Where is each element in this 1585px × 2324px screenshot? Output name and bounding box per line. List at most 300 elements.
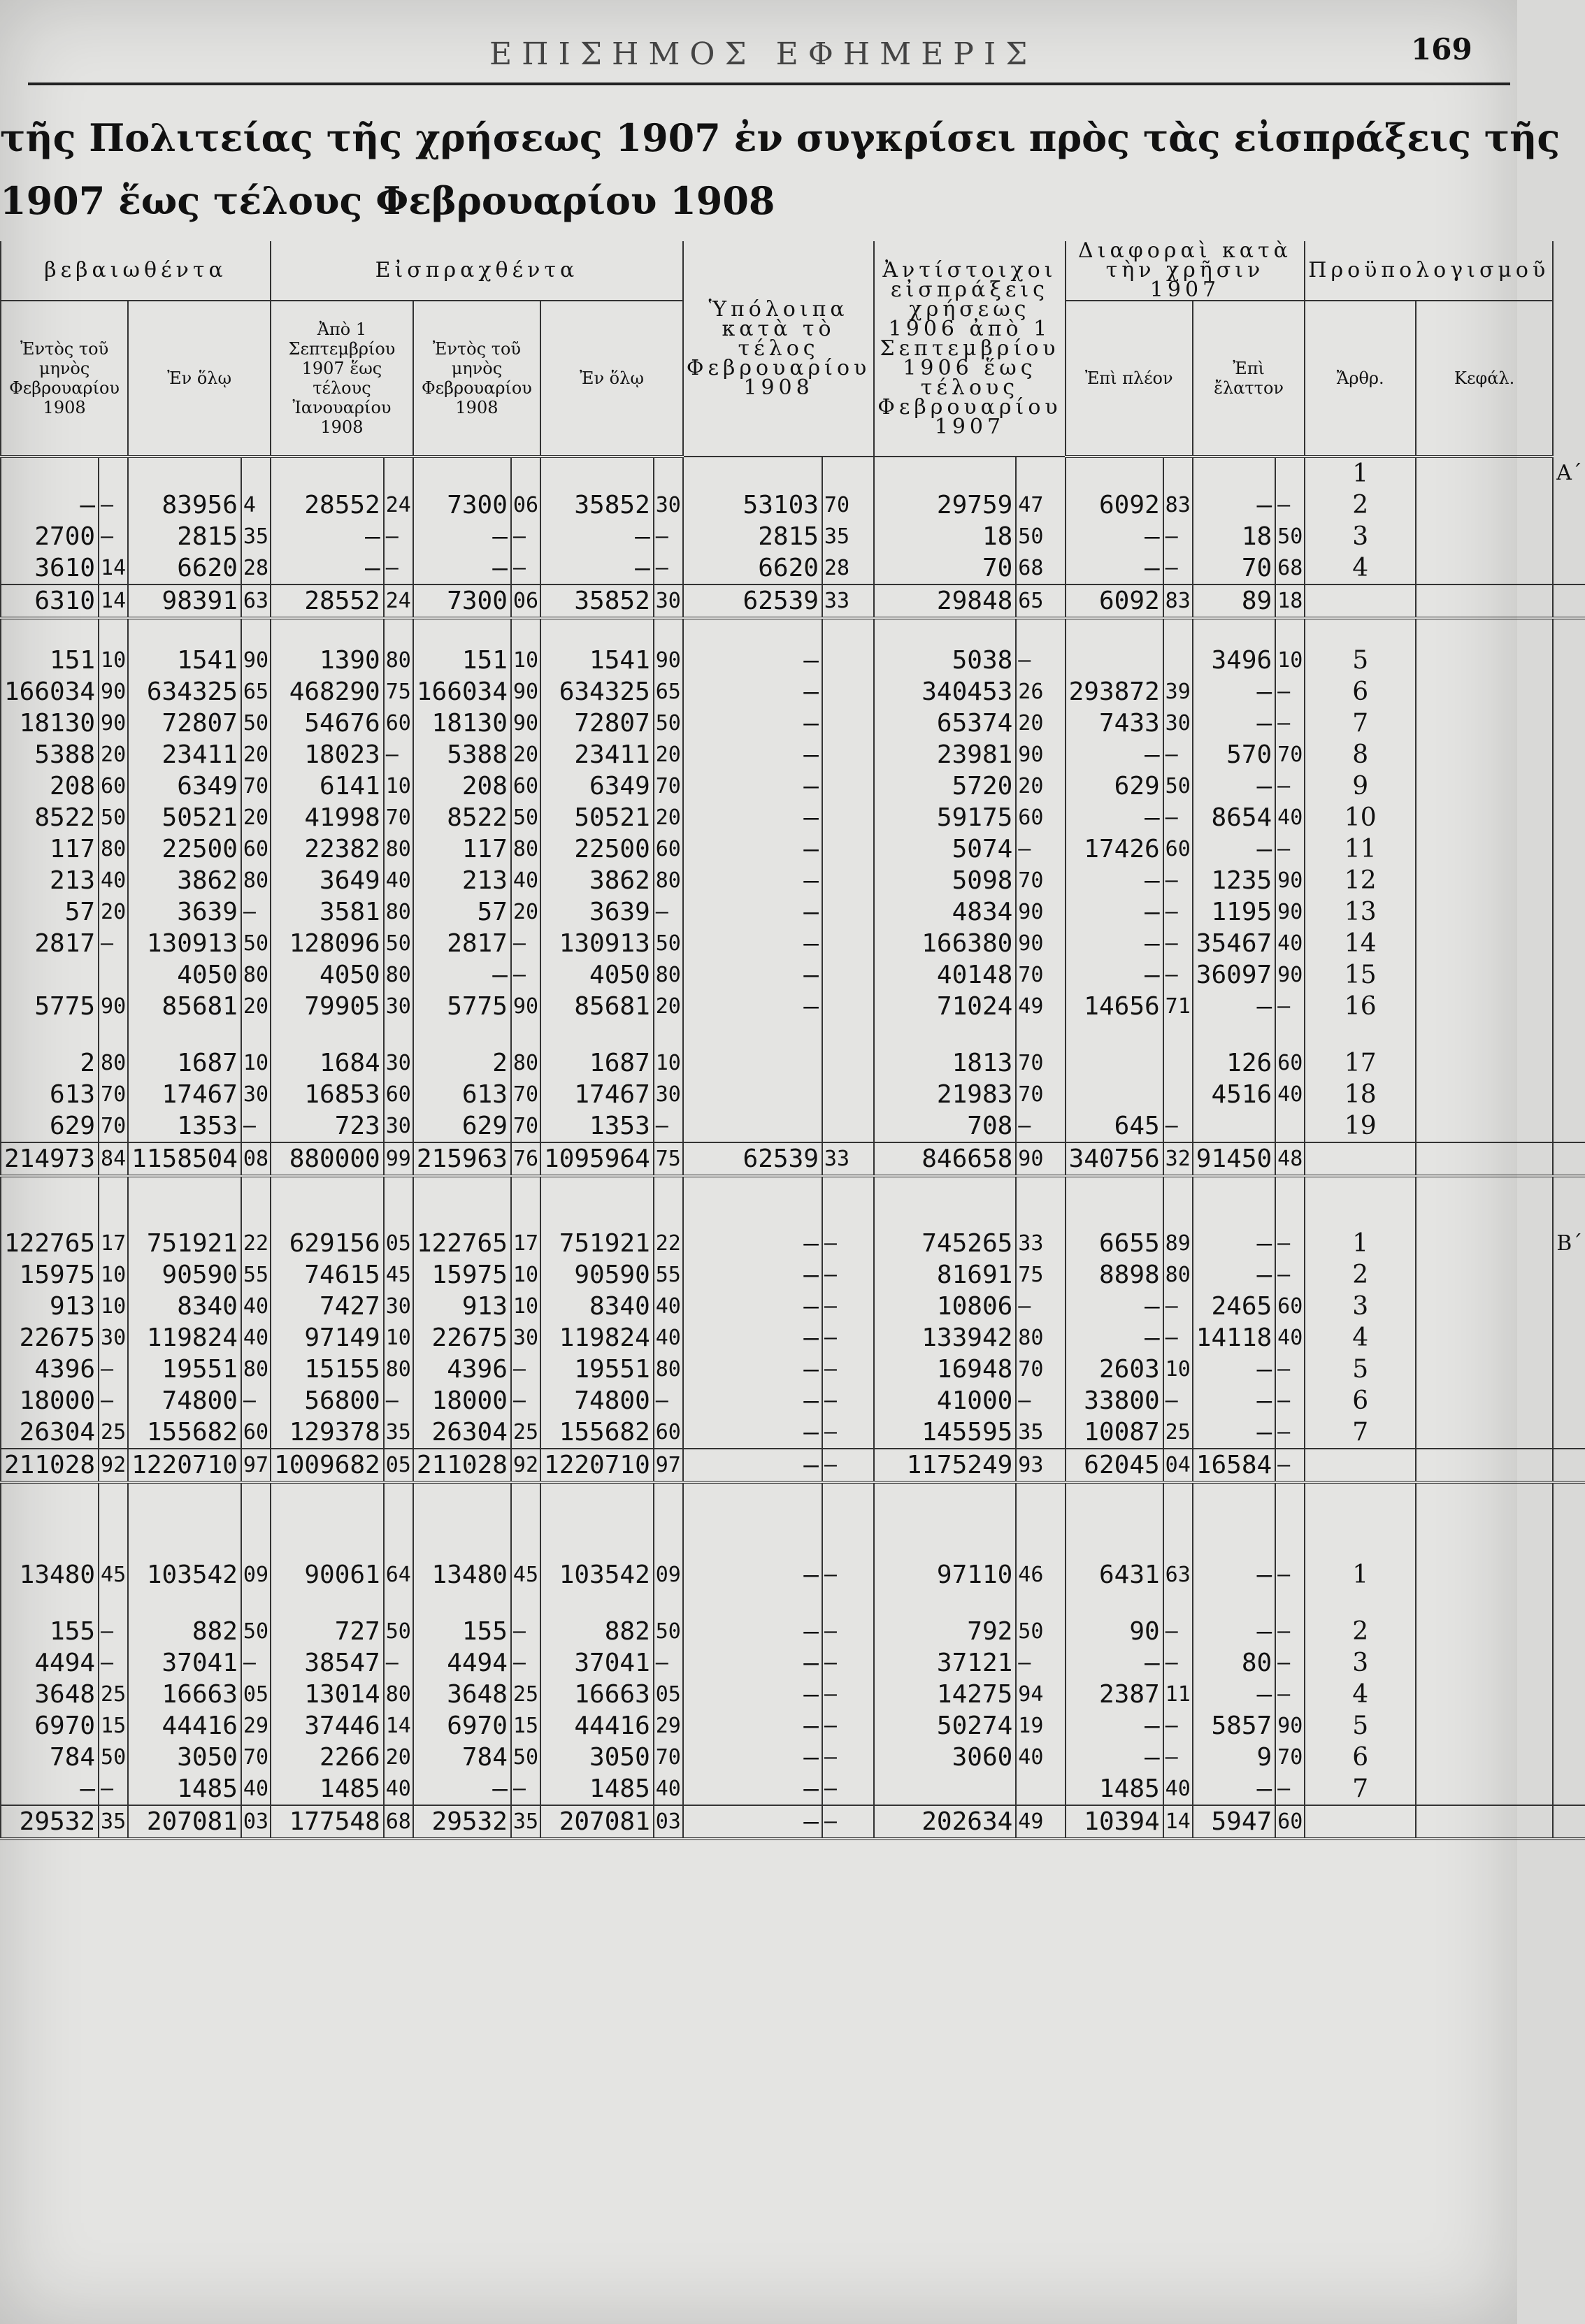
fraction-cell: 35 (241, 521, 271, 552)
fraction-cell: — (1163, 928, 1193, 959)
amount-cell: 727 (271, 1616, 384, 1647)
fraction-cell: 25 (99, 1679, 128, 1710)
amount-cell: 5857 (1193, 1710, 1275, 1742)
fraction-cell: 90 (511, 991, 540, 1022)
amount-cell: 8898 (1066, 1259, 1163, 1291)
chapter-cell (1416, 1142, 1553, 1176)
amount-cell: 122765 (1, 1228, 99, 1259)
amount-cell: 645 (1066, 1110, 1163, 1142)
fraction-cell: 70 (384, 802, 413, 833)
article-number (1305, 1022, 1416, 1047)
fraction-cell: 45 (99, 1559, 128, 1591)
fraction-cell (99, 959, 128, 991)
amount-cell (1, 1534, 99, 1559)
amount-cell: 40148 (874, 959, 1016, 991)
fraction-cell: 90 (1016, 928, 1065, 959)
group-bebaiothenta: βεβαιωθέντα (1, 241, 271, 301)
article-number: 16 (1305, 991, 1416, 1022)
table-row (1, 457, 1585, 489)
amount-cell: 37041 (540, 1647, 654, 1679)
amount-cell: 18023 (271, 739, 384, 770)
amount-cell: 22675 (1, 1322, 99, 1354)
amount-cell: 1485 (1066, 1773, 1163, 1805)
fraction-cell (1275, 1022, 1305, 1047)
section-label (1553, 865, 1585, 896)
fraction-cell: 20 (511, 896, 540, 928)
amount-cell: 97149 (271, 1322, 384, 1354)
fraction-cell: 80 (1016, 1322, 1065, 1354)
article-number: 3 (1305, 1647, 1416, 1679)
amount-cell: 3060 (874, 1742, 1016, 1773)
amount-cell: — (1066, 1291, 1163, 1322)
fraction-cell: 70 (654, 1742, 683, 1773)
amount-cell: 50274 (874, 1710, 1016, 1742)
article-number: 1 (1305, 457, 1416, 489)
fraction-cell: 20 (241, 991, 271, 1022)
fraction-cell (1163, 618, 1193, 645)
amount-cell: — (683, 1416, 822, 1449)
fraction-cell: — (511, 959, 540, 991)
amount-cell: — (683, 865, 822, 896)
fraction-cell: — (99, 1773, 128, 1805)
amount-cell (1066, 1482, 1163, 1509)
amount-cell: 1687 (540, 1047, 654, 1079)
section-label (1553, 676, 1585, 708)
fraction-cell: 92 (99, 1449, 128, 1482)
article-number: 15 (1305, 959, 1416, 991)
fraction-cell (1275, 1534, 1305, 1559)
fraction-cell: 68 (1016, 552, 1065, 584)
amount-cell (683, 1482, 822, 1509)
article-number (1305, 1509, 1416, 1534)
amount-cell: 74615 (271, 1259, 384, 1291)
amount-cell: 89 (1193, 584, 1275, 618)
chapter-cell (1416, 1259, 1553, 1291)
amount-cell: 122765 (413, 1228, 511, 1259)
chapter-cell (1416, 959, 1553, 991)
amount-cell: — (1066, 928, 1163, 959)
amount-cell: — (683, 833, 822, 865)
fraction-cell: 14 (99, 552, 128, 584)
amount-cell: 3639 (540, 896, 654, 928)
fraction-cell (1275, 1176, 1305, 1203)
table-row (1, 1228, 1585, 1259)
amount-cell: 14275 (874, 1679, 1016, 1710)
fraction-cell: 80 (384, 1679, 413, 1710)
fraction-cell: — (822, 1647, 874, 1679)
fraction-cell: 10 (384, 770, 413, 802)
amount-cell: — (1066, 865, 1163, 896)
fraction-cell: 60 (654, 833, 683, 865)
amount-cell: 79905 (271, 991, 384, 1022)
amount-cell: — (683, 1449, 822, 1482)
fraction-cell: — (1275, 1449, 1305, 1482)
table-row (1, 739, 1585, 770)
amount-cell: 155 (1, 1616, 99, 1647)
amount-cell: 54676 (271, 708, 384, 739)
amount-cell: 2465 (1193, 1291, 1275, 1322)
amount-cell: 23411 (540, 739, 654, 770)
chapter-cell (1416, 521, 1553, 552)
amount-cell: 129378 (271, 1416, 384, 1449)
amount-cell: 72807 (540, 708, 654, 739)
amount-cell: 26304 (1, 1416, 99, 1449)
col-arthro: Ἄρθρ. (1305, 301, 1416, 457)
amount-cell: 2 (413, 1047, 511, 1079)
fraction-cell: 70 (654, 770, 683, 802)
fraction-cell (822, 1176, 874, 1203)
fraction-cell: 89 (1163, 1228, 1193, 1259)
amount-cell: 130913 (128, 928, 241, 959)
article-number (1305, 1534, 1416, 1559)
fraction-cell: 60 (1016, 802, 1065, 833)
fraction-cell: 4 (241, 489, 271, 521)
amount-cell: 1813 (874, 1047, 1016, 1079)
amount-cell: 2817 (413, 928, 511, 959)
top-rule (28, 83, 1510, 85)
amount-cell: — (683, 1616, 822, 1647)
fraction-cell: 60 (1275, 1805, 1305, 1839)
fraction-cell: 70 (1275, 739, 1305, 770)
fraction-cell: 60 (654, 1416, 683, 1449)
amount-cell: 5388 (1, 739, 99, 770)
amount-cell: 1541 (540, 645, 654, 676)
fraction-cell: — (511, 928, 540, 959)
article-number: 1 (1305, 1559, 1416, 1591)
amount-cell: — (1193, 489, 1275, 521)
fraction-cell: 10 (1275, 645, 1305, 676)
fraction-cell: 20 (241, 739, 271, 770)
fraction-cell (384, 1203, 413, 1228)
section-label (1553, 1534, 1585, 1559)
fraction-cell (1016, 1773, 1065, 1805)
fraction-cell: 10 (511, 645, 540, 676)
amount-cell: 90590 (128, 1259, 241, 1291)
amount-cell: 10087 (1066, 1416, 1163, 1449)
fraction-cell: 50 (511, 1742, 540, 1773)
fraction-cell: 03 (241, 1805, 271, 1839)
fraction-cell (822, 457, 874, 489)
fraction-cell (511, 1534, 540, 1559)
fraction-cell (822, 618, 874, 645)
fraction-cell: — (1016, 1110, 1065, 1142)
amount-cell: 846658 (874, 1142, 1016, 1176)
amount-cell: 6655 (1066, 1228, 1163, 1259)
amount-cell: 19551 (128, 1354, 241, 1385)
amount-cell: — (1066, 552, 1163, 584)
fraction-cell: 90 (1275, 959, 1305, 991)
fraction-cell (384, 1534, 413, 1559)
chapter-cell (1416, 1385, 1553, 1416)
fraction-cell: 70 (241, 1742, 271, 1773)
fraction-cell: 80 (384, 896, 413, 928)
amount-cell: 5038 (874, 645, 1016, 676)
fraction-cell: 30 (654, 584, 683, 618)
amount-cell: 16663 (128, 1679, 241, 1710)
section-label (1553, 1203, 1585, 1228)
chapter-cell (1416, 802, 1553, 833)
amount-cell (1193, 1110, 1275, 1142)
fraction-cell: 80 (384, 1354, 413, 1385)
article-number (1305, 618, 1416, 645)
amount-cell: 208 (1, 770, 99, 802)
fraction-cell: 75 (1016, 1259, 1065, 1291)
amount-cell: 151 (1, 645, 99, 676)
amount-cell (128, 1482, 241, 1509)
fraction-cell (822, 865, 874, 896)
amount-cell (128, 1509, 241, 1534)
fraction-cell: 93 (1016, 1449, 1065, 1482)
article-number: 19 (1305, 1110, 1416, 1142)
amount-cell (874, 1203, 1016, 1228)
article-number: 6 (1305, 1385, 1416, 1416)
fraction-cell: 90 (1016, 896, 1065, 928)
section-label (1553, 618, 1585, 645)
table-row (1, 1322, 1585, 1354)
fraction-cell: 05 (241, 1679, 271, 1710)
amount-cell (1193, 1534, 1275, 1559)
amount-cell: 71024 (874, 991, 1016, 1022)
fraction-cell: 30 (384, 1047, 413, 1079)
fraction-cell: 30 (1163, 708, 1193, 739)
fraction-cell: 80 (384, 833, 413, 865)
section-label (1553, 1559, 1585, 1591)
amount-cell: 4834 (874, 896, 1016, 928)
amount-cell: 6092 (1066, 489, 1163, 521)
fraction-cell: 20 (511, 739, 540, 770)
fraction-cell: — (511, 1385, 540, 1416)
section-label (1553, 1591, 1585, 1616)
amount-cell (683, 1509, 822, 1534)
amount-cell (128, 1203, 241, 1228)
section-label (1553, 584, 1585, 618)
article-number: 5 (1305, 645, 1416, 676)
fraction-cell (1016, 1591, 1065, 1616)
fraction-cell: — (1163, 1385, 1193, 1416)
fraction-cell: 20 (241, 802, 271, 833)
amount-cell: 130913 (540, 928, 654, 959)
fraction-cell: — (822, 1742, 874, 1773)
fraction-cell (822, 1591, 874, 1616)
amount-cell (540, 1482, 654, 1509)
article-number: 9 (1305, 770, 1416, 802)
fraction-cell (654, 1534, 683, 1559)
fraction-cell: 40 (1016, 1742, 1065, 1773)
fraction-cell: 40 (241, 1773, 271, 1805)
article-number (1305, 1203, 1416, 1228)
amount-cell (1193, 618, 1275, 645)
amount-cell (1066, 618, 1163, 645)
fraction-cell: 11 (1163, 1679, 1193, 1710)
total-row (1, 584, 1585, 618)
amount-cell: 1684 (271, 1047, 384, 1079)
fraction-cell: 65 (654, 676, 683, 708)
section-label (1553, 1805, 1585, 1839)
fraction-cell: — (1163, 896, 1193, 928)
fraction-cell: — (1275, 1773, 1305, 1805)
fraction-cell: — (511, 1354, 540, 1385)
amount-cell: 1220710 (540, 1449, 654, 1482)
fraction-cell: 24 (384, 489, 413, 521)
amount-cell: 784 (1, 1742, 99, 1773)
amount-cell: — (1193, 833, 1275, 865)
fraction-cell: 19 (1016, 1710, 1065, 1742)
amount-cell (1066, 1203, 1163, 1228)
amount-cell: 16584 (1193, 1449, 1275, 1482)
fraction-cell (511, 1509, 540, 1534)
chapter-cell (1416, 1679, 1553, 1710)
amount-cell (540, 1591, 654, 1616)
fraction-cell (1016, 618, 1065, 645)
fraction-cell: 10 (1163, 1354, 1193, 1385)
amount-cell: 215963 (413, 1142, 511, 1176)
fraction-cell: — (1163, 959, 1193, 991)
amount-cell: 97110 (874, 1559, 1016, 1591)
fraction-cell: — (654, 1110, 683, 1142)
fraction-cell: 80 (1163, 1259, 1193, 1291)
fraction-cell: 40 (1275, 928, 1305, 959)
fraction-cell (1163, 645, 1193, 676)
amount-cell (413, 1482, 511, 1509)
col-bebaiothenta-month: Ἐντὸς τοῦ μηνὸς Φεβρουαρίου 1908 (1, 301, 128, 457)
fraction-cell: — (1275, 1259, 1305, 1291)
fraction-cell: 60 (1275, 1047, 1305, 1079)
fraction-cell (1016, 1509, 1065, 1534)
fraction-cell: 40 (654, 1773, 683, 1805)
section-label (1553, 1142, 1585, 1176)
fraction-cell: 29 (241, 1710, 271, 1742)
amount-cell: 4396 (1, 1354, 99, 1385)
fraction-cell: 20 (1016, 708, 1065, 739)
amount-cell (413, 1176, 511, 1203)
amount-cell (1193, 1176, 1275, 1203)
fraction-cell: 90 (241, 645, 271, 676)
article-number: 2 (1305, 1259, 1416, 1291)
fraction-cell: — (822, 1291, 874, 1322)
amount-cell: 1485 (128, 1773, 241, 1805)
amount-cell: — (683, 1559, 822, 1591)
total-row (1, 1142, 1585, 1176)
chapter-cell (1416, 739, 1553, 770)
amount-cell: 2817 (1, 928, 99, 959)
amount-cell (683, 1047, 822, 1079)
spacer-row (1, 1203, 1585, 1228)
fraction-cell: 17 (99, 1228, 128, 1259)
amount-cell: 7433 (1066, 708, 1163, 739)
fraction-cell: — (384, 1385, 413, 1416)
fraction-cell (384, 457, 413, 489)
ledger-body (1, 457, 1585, 1839)
amount-cell: 145595 (874, 1416, 1016, 1449)
fraction-cell: — (654, 896, 683, 928)
fraction-cell: — (1275, 1228, 1305, 1259)
running-head: ΕΠΙΣΗΜΟΣ ΕΦΗΜΕΡΙΣ (489, 36, 1038, 72)
amount-cell: — (413, 959, 511, 991)
fraction-cell: 22 (654, 1228, 683, 1259)
fraction-cell: 30 (384, 1291, 413, 1322)
amount-cell: 37446 (271, 1710, 384, 1742)
section-label (1553, 708, 1585, 739)
chapter-cell (1416, 1079, 1553, 1110)
amount-cell: 5775 (413, 991, 511, 1022)
col-antistoixoi-1906: Ἀντίστοιχοι εἰσπράξεις χρήσεως 1906 ἀπὸ 1 Σεπτεμβρίου 1906 ἕως τέλους Φεβρουαρίου 1907 (874, 241, 1065, 457)
fraction-cell: 70 (241, 770, 271, 802)
article-number (1305, 1176, 1416, 1203)
amount-cell: 18 (1193, 521, 1275, 552)
fraction-cell: 64 (384, 1559, 413, 1591)
fraction-cell: 83 (1163, 584, 1193, 618)
fraction-cell: 50 (99, 1742, 128, 1773)
amount-cell: 629 (1, 1110, 99, 1142)
amount-cell: — (1066, 1322, 1163, 1354)
fraction-cell (822, 1110, 874, 1142)
col-bebaiothenta-total: Ἐν ὅλῳ (128, 301, 271, 457)
fraction-cell: 05 (384, 1228, 413, 1259)
fraction-cell: 33 (822, 1142, 874, 1176)
amount-cell (271, 1482, 384, 1509)
chapter-cell (1416, 770, 1553, 802)
fraction-cell: 70 (511, 1079, 540, 1110)
fraction-cell: — (241, 1385, 271, 1416)
amount-cell (683, 1110, 822, 1142)
fraction-cell: 97 (241, 1449, 271, 1482)
fraction-cell: 20 (99, 896, 128, 928)
section-label (1553, 802, 1585, 833)
article-number: 8 (1305, 739, 1416, 770)
fraction-cell: 35 (511, 1805, 540, 1839)
fraction-cell (99, 1203, 128, 1228)
amount-cell: 133942 (874, 1322, 1016, 1354)
chapter-cell (1416, 552, 1553, 584)
amount-cell: 16853 (271, 1079, 384, 1110)
fraction-cell: — (1275, 1416, 1305, 1449)
section-label (1553, 489, 1585, 521)
amount-cell: 1095964 (540, 1142, 654, 1176)
amount-cell: 103542 (540, 1559, 654, 1591)
fraction-cell: 97 (654, 1449, 683, 1482)
amount-cell (540, 1022, 654, 1047)
section-label (1553, 1047, 1585, 1079)
amount-cell: 22500 (540, 833, 654, 865)
spacer-row (1, 1534, 1585, 1559)
amount-cell: 166034 (1, 676, 99, 708)
table-row (1, 1079, 1585, 1110)
fraction-cell (822, 1203, 874, 1228)
fraction-cell: 60 (1163, 833, 1193, 865)
article-number (1305, 1142, 1416, 1176)
amount-cell (271, 618, 384, 645)
amount-cell: 6310 (1, 584, 99, 618)
amount-cell: 340453 (874, 676, 1016, 708)
amount-cell: 208 (413, 770, 511, 802)
amount-cell (271, 1509, 384, 1534)
amount-cell (1066, 1176, 1163, 1203)
table-row (1, 1259, 1585, 1291)
amount-cell (1, 1591, 99, 1616)
title-line-1: τῆς Πολιτείας τῆς χρήσεως 1907 ἐν συγκρίσει πρὸς τὰς εἰσπράξεις τῆς (0, 115, 1561, 160)
amount-cell: 6141 (271, 770, 384, 802)
fraction-cell (1275, 1482, 1305, 1509)
amount-cell (271, 1534, 384, 1559)
section-label: Β΄ (1553, 1228, 1585, 1259)
amount-cell: 5074 (874, 833, 1016, 865)
fraction-cell: 40 (1275, 1079, 1305, 1110)
amount-cell: — (683, 928, 822, 959)
amount-cell: — (683, 676, 822, 708)
amount-cell: — (683, 802, 822, 833)
amount-cell: 50521 (540, 802, 654, 833)
amount-cell: — (683, 739, 822, 770)
